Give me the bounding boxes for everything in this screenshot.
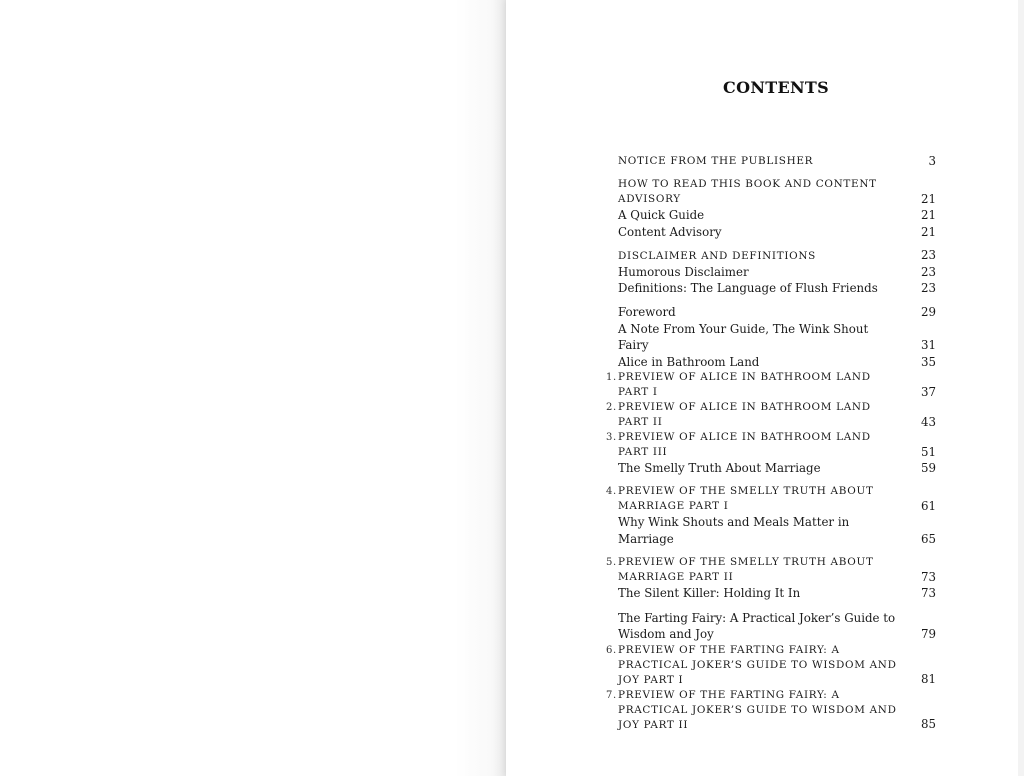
toc-entry-page: 23 [920,281,936,296]
toc-entry-page: 35 [920,354,936,369]
toc-entry-page: 31 [920,338,936,353]
toc-entry-title: PREVIEW OF ALICE IN BATHROOM LAND PART III [618,431,871,459]
toc-entry[interactable] [606,400,936,430]
toc-entry-number: 3. [606,432,617,444]
toc-entry-page: 21 [920,208,936,223]
toc-entry[interactable] [618,264,936,280]
toc-entry[interactable] [618,354,936,370]
toc-entry[interactable] [618,280,936,296]
toc-entry-title: PREVIEW OF THE FARTING FAIRY: A PRACTICAL JOKER’S GUIDE TO WISDOM AND JOY PART I [618,643,897,686]
toc-entry-title: A Note From Your Guide, The Wink Shout Fairy [618,321,869,353]
toc-entry[interactable] [618,304,936,320]
toc-entry[interactable] [618,460,936,476]
toc-entry-title: Alice in Bathroom Land [618,354,760,369]
toc-entry-page: 37 [920,384,936,399]
toc-entry[interactable] [618,610,936,643]
toc-entry[interactable] [618,177,936,207]
toc-entry[interactable] [618,585,936,601]
toc-entry-number: 2. [606,402,617,414]
toc-entry[interactable] [618,224,936,240]
toc-entry-page: 21 [920,224,936,239]
toc-entry-page: 23 [920,248,936,263]
toc-entry[interactable] [606,688,936,733]
toc-entry[interactable] [606,643,936,688]
toc-entry-page: 3 [928,154,936,168]
toc-entry-page: 43 [920,414,936,429]
toc-entry-title: Foreword [618,305,676,320]
toc-entry-title: NOTICE FROM THE PUBLISHER [618,155,814,168]
left-page [0,0,506,776]
toc-entry[interactable] [618,207,936,223]
toc-entry-title: PREVIEW OF THE SMELLY TRUTH ABOUT MARRIAGE PART II [618,556,874,584]
toc-entry-number: 4. [606,486,617,498]
toc-entry-page: 61 [920,499,936,514]
toc-entry-page: 29 [920,305,936,320]
toc-entry-number: 1. [606,372,617,384]
toc-entry-number: 6. [606,644,617,656]
toc-entry-page: 73 [920,586,936,601]
toc-entry-page: 23 [920,264,936,279]
contents-heading: CONTENTS [723,78,829,97]
page-edge [1018,0,1024,776]
toc-entry-title: Content Advisory [618,224,722,239]
toc-entry-title: PREVIEW OF THE FARTING FAIRY: A PRACTICAL JOKER’S GUIDE TO WISDOM AND JOY PART II [618,688,897,731]
toc-entry-title: The Smelly Truth About Marriage [618,461,821,476]
toc-entry[interactable] [618,154,936,169]
toc-entry-title: Humorous Disclaimer [618,264,749,279]
toc-entry-page: 81 [920,672,936,687]
toc-entry-page: 85 [920,717,936,732]
toc-entry-page: 59 [920,461,936,476]
toc-entry[interactable] [606,555,936,585]
toc-entry[interactable] [606,430,936,460]
toc-entry-page: 79 [920,627,936,642]
toc-entry[interactable] [606,484,936,514]
toc-entry-page: 21 [920,192,936,206]
toc-entry-number: 7. [606,689,617,701]
toc-entry[interactable] [618,321,936,354]
toc-entry-title: PREVIEW OF ALICE IN BATHROOM LAND PART I [618,371,871,399]
toc-entry-number: 5. [606,557,617,569]
toc-entry-title: The Silent Killer: Holding It In [618,586,801,601]
toc-entry-page: 65 [920,531,936,546]
toc-entry-title: Why Wink Shouts and Meals Matter in Marriage [618,515,850,546]
toc-entry-title: PREVIEW OF ALICE IN BATHROOM LAND PART II [618,401,871,429]
toc-entry-title: Definitions: The Language of Flush Friends [618,281,878,296]
toc-entry-page: 73 [920,569,936,584]
toc-entry-title: A Quick Guide [618,208,705,223]
toc-entry[interactable] [618,248,936,263]
toc-entry-title: The Farting Fairy: A Practical Joker’s Guide to Wisdom and Joy [618,610,896,642]
toc-entry-title: HOW TO READ THIS BOOK AND CONTENT ADVISORY [618,178,877,206]
toc-entry-title: PREVIEW OF THE SMELLY TRUTH ABOUT MARRIAGE PART I [618,485,874,513]
table-of-contents [606,154,936,733]
toc-entry-page: 51 [920,444,936,459]
toc-entry-title: DISCLAIMER AND DEFINITIONS [618,249,816,262]
toc-entry[interactable] [606,370,936,400]
toc-entry[interactable] [618,514,936,547]
